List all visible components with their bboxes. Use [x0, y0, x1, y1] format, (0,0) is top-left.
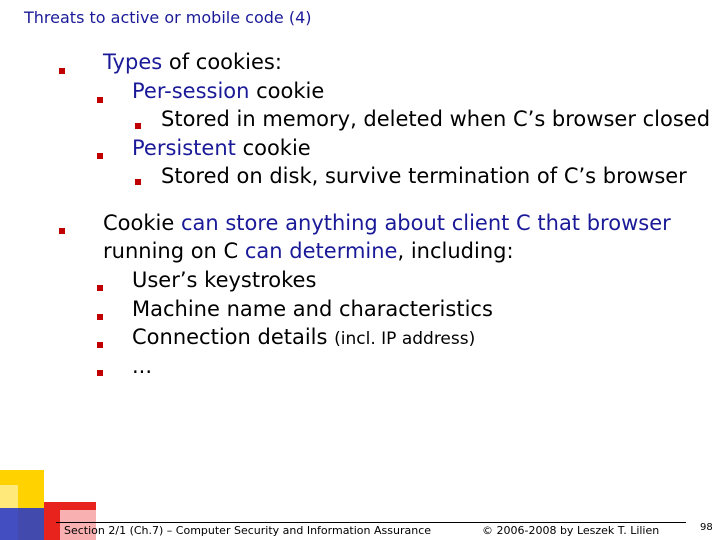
bullet-icon: [97, 153, 103, 159]
bullet-icon: [97, 285, 103, 291]
bullet-icon: [97, 342, 103, 348]
bullet-icon: [135, 123, 141, 129]
bullet-icon: [97, 97, 103, 103]
page-number: 98: [700, 522, 713, 533]
types-heading: Types of cookies:: [103, 50, 282, 74]
persistent-detail: Stored on disk, survive termination of C’s browser: [161, 164, 687, 188]
bullet-icon: [59, 228, 65, 234]
bullet-icon: [97, 370, 103, 376]
bullet-icon: [59, 68, 65, 74]
session-detail: Stored in memory, deleted when C’s browser closed: [161, 107, 711, 131]
item-keystrokes: User’s keystrokes: [132, 268, 317, 292]
cookie-store-line1: Cookie can store anything about client C that browser: [103, 211, 671, 235]
item-connection: Connection details (incl. IP address): [132, 325, 476, 349]
slide-title: Threats to active or mobile code (4): [24, 8, 312, 27]
persistent-cookie: Persistent cookie: [132, 136, 311, 160]
bullet-icon: [135, 179, 141, 185]
bullet-icon: [97, 314, 103, 320]
cookie-store-line2: running on C can determine, including:: [103, 239, 514, 263]
item-ellipsis: ...: [132, 354, 153, 378]
footer-copyright: © 2006-2008 by Leszek T. Lilien: [482, 524, 660, 537]
footer-section: Section 2/1 (Ch.7) – Computer Security and Information Assurance: [64, 524, 432, 537]
item-machine: Machine name and characteristics: [132, 297, 493, 321]
session-cookie: Per-session cookie: [132, 79, 325, 103]
footer-divider: [56, 522, 686, 523]
